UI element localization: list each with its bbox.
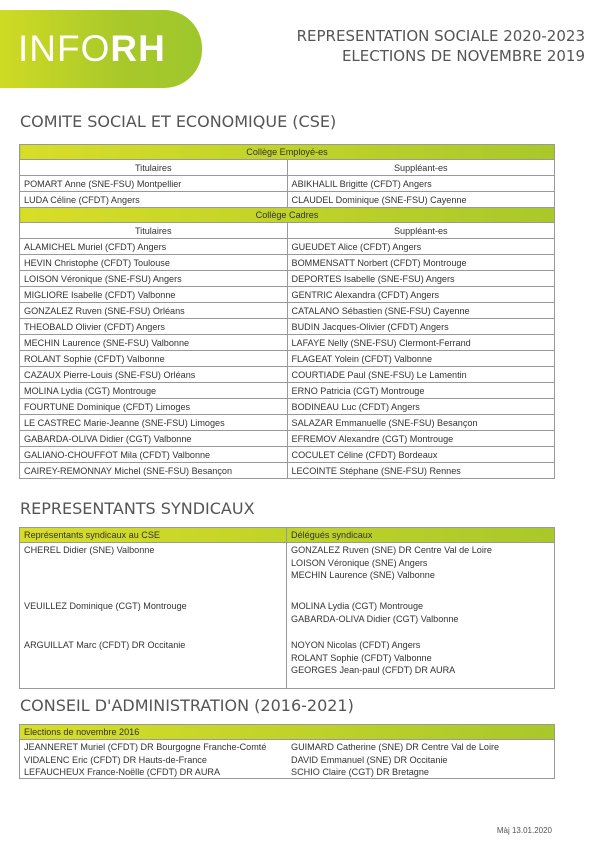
- logo-text-bold: RH: [110, 28, 166, 69]
- table-cell: BUDIN Jacques-Olivier (CFDT) Angers: [287, 319, 555, 335]
- table-row: [20, 351, 555, 367]
- table-cell: BODINEAU Luc (CFDT) Angers: [287, 399, 555, 415]
- table-cell: MIGLIORE Isabelle (CFDT) Valbonne: [20, 287, 288, 303]
- table-cell: ROLANT Sophie (CFDT) Valbonne: [20, 351, 288, 367]
- college-cadres-band: [20, 208, 555, 223]
- table-cell: LOISON Véronique (SNE-FSU) Angers: [20, 271, 288, 287]
- table-row: [20, 335, 555, 351]
- table-cell: GENTRIC Alexandra (CFDT) Angers: [287, 287, 555, 303]
- table-row: [20, 447, 555, 463]
- ca-right-column: [287, 740, 554, 778]
- list-item: ARGUILLAT Marc (CFDT) DR Occitanie: [24, 640, 186, 650]
- suppleants-header: Suppléant-es: [287, 223, 555, 239]
- list-item: VIDALENC Eric (CFDT) DR Hauts-de-France: [24, 754, 207, 765]
- list-item: LEFAUCHEUX France-Noëlle (CFDT) DR AURA: [24, 767, 221, 777]
- table-row: [20, 192, 555, 208]
- rs-group-cgt: [291, 601, 458, 626]
- list-item: DAVID Emmanuel (SNE) DR Occitanie: [291, 754, 448, 765]
- list-item: GEORGES Jean-paul (CFDT) DR AURA: [291, 665, 456, 675]
- table-cell: MECHIN Laurence (SNE-FSU) Valbonne: [20, 335, 288, 351]
- table-cell: ALAMICHEL Muriel (CFDT) Angers: [20, 239, 288, 255]
- rs-table: [19, 527, 555, 689]
- list-item: MECHIN Laurence (SNE) Valbonne: [291, 570, 435, 580]
- table-cell: THEOBALD Olivier (CFDT) Angers: [20, 319, 288, 335]
- table-row: [20, 303, 555, 319]
- table-row: [20, 415, 555, 431]
- cse-table: [19, 144, 555, 479]
- table-cell: FLAGEAT Yolein (CFDT) Valbonne: [287, 351, 555, 367]
- list-item: SCHIO Claire (CGT) DR Bretagne: [291, 767, 429, 777]
- table-cell: BOMMENSATT Norbert (CFDT) Montrouge: [287, 255, 555, 271]
- table-cell: EFREMOV Alexandre (CGT) Montrouge: [287, 431, 555, 447]
- table-cell: COURTIADE Paul (SNE-FSU) Le Lamentin: [287, 367, 555, 383]
- ca-left-column: [20, 740, 287, 778]
- table-cell: DEPORTES Isabelle (SNE-FSU) Angers: [287, 271, 555, 287]
- rs-header-band: [20, 528, 554, 543]
- list-item: ROLANT Sophie (CFDT) Valbonne: [291, 652, 432, 663]
- table-row: [20, 239, 555, 255]
- table-row: [20, 287, 555, 303]
- table-cell: FOURTUNE Dominique (CFDT) Limoges: [20, 399, 288, 415]
- college-cadres-label: Collège Cadres: [20, 208, 555, 223]
- update-date: Màj 13.01.2020: [496, 826, 552, 835]
- logo-text: [18, 28, 166, 70]
- college-employes-label: Collège Employé-es: [20, 145, 555, 160]
- list-item: VEUILLEZ Dominique (CGT) Montrouge: [24, 601, 187, 611]
- rs-group-cfdt: [291, 640, 455, 678]
- rs-group-sne: [291, 545, 492, 583]
- table-row: [20, 399, 555, 415]
- table-cell: ERNO Patricia (CGT) Montrouge: [287, 383, 555, 399]
- table-cell: CAZAUX Pierre-Louis (SNE-FSU) Orléans: [20, 367, 288, 383]
- table-cell: LUDA Céline (CFDT) Angers: [20, 192, 288, 208]
- table-cell: MOLINA Lydia (CGT) Montrouge: [20, 383, 288, 399]
- table-cell: LAFAYE Nelly (SNE-FSU) Clermont-Ferrand: [287, 335, 555, 351]
- cadres-subhead: [20, 223, 555, 239]
- table-cell: ABIKHALIL Brigitte (CFDT) Angers: [287, 176, 555, 192]
- logo-text-thin: INFO: [18, 28, 111, 69]
- table-cell: GALIANO-CHOUFFOT Mila (CFDT) Valbonne: [20, 447, 288, 463]
- list-item: MOLINA Lydia (CGT) Montrouge: [291, 601, 424, 611]
- suppleants-header: Suppléant-es: [287, 160, 555, 176]
- table-cell: CAIREY-REMONNAY Michel (SNE-FSU) Besançon: [20, 463, 288, 479]
- employes-subhead: [20, 160, 555, 176]
- titulaires-header: Titulaires: [20, 223, 288, 239]
- table-row: [20, 463, 555, 479]
- table-cell: SALAZAR Emmanuelle (SNE-FSU) Besançon: [287, 415, 555, 431]
- ca-header: Elections de novembre 2016: [24, 727, 140, 737]
- table-cell: CATALANO Sébastien (SNE-FSU) Cayenne: [287, 303, 555, 319]
- list-item: JEANNERET Muriel (CFDT) DR Bourgogne Franche-Comté: [24, 742, 267, 752]
- list-item: LOISON Véronique (SNE) Angers: [291, 557, 428, 568]
- ca-title: CONSEIL D'ADMINISTRATION (2016-2021): [20, 696, 354, 715]
- list-item: GONZALEZ Ruven (SNE) DR Centre Val de Loire: [291, 545, 492, 555]
- ca-body: [20, 740, 554, 778]
- list-item: GABARDA-OLIVA Didier (CGT) Valbonne: [291, 613, 459, 624]
- table-cell: CLAUDEL Dominique (SNE-FSU) Cayenne: [287, 192, 555, 208]
- table-row: [20, 271, 555, 287]
- table-cell: GONZALEZ Ruven (SNE-FSU) Orléans: [20, 303, 288, 319]
- table-cell: HEVIN Christophe (CFDT) Toulouse: [20, 255, 288, 271]
- list-item: GUIMARD Catherine (SNE) DR Centre Val de Loire: [291, 742, 500, 752]
- cse-title: COMITE SOCIAL ET ECONOMIQUE (CSE): [20, 112, 337, 131]
- list-item: CHEREL Didier (SNE) Valbonne: [24, 545, 155, 555]
- rs-right-column: [287, 543, 554, 688]
- table-cell: POMART Anne (SNE-FSU) Montpellier: [20, 176, 288, 192]
- ca-header-band: [20, 725, 554, 740]
- table-row: [20, 367, 555, 383]
- rs-body: [20, 543, 554, 688]
- inforh-logo: [0, 10, 202, 88]
- rs-left-column: [20, 543, 287, 688]
- table-cell: LE CASTREC Marie-Jeanne (SNE-FSU) Limoges: [20, 415, 288, 431]
- ca-table: [19, 724, 555, 779]
- college-employes-band: [20, 145, 555, 160]
- table-row: [20, 383, 555, 399]
- table-cell: GABARDA-OLIVA Didier (CGT) Valbonne: [20, 431, 288, 447]
- table-row: [20, 319, 555, 335]
- header-line-2: ELECTIONS DE NOVEMBRE 2019: [341, 47, 585, 65]
- titulaires-header: Titulaires: [20, 160, 288, 176]
- document-header: [297, 26, 585, 66]
- rs-title: REPRESENTANTS SYNDICAUX: [20, 499, 255, 518]
- table-cell: GUEUDET Alice (CFDT) Angers: [287, 239, 555, 255]
- table-row: [20, 431, 555, 447]
- table-row: [20, 176, 555, 192]
- table-row: [20, 255, 555, 271]
- table-cell: LECOINTE Stéphane (SNE-FSU) Rennes: [287, 463, 555, 479]
- rs-left-header: Représentants syndicaux au CSE: [20, 528, 287, 542]
- header-line-1: REPRESENTATION SOCIALE 2020-2023: [296, 27, 585, 45]
- list-item: NOYON Nicolas (CFDT) Angers: [291, 640, 421, 650]
- table-cell: COCULET Céline (CFDT) Bordeaux: [287, 447, 555, 463]
- rs-right-header: Délégués syndicaux: [291, 530, 373, 540]
